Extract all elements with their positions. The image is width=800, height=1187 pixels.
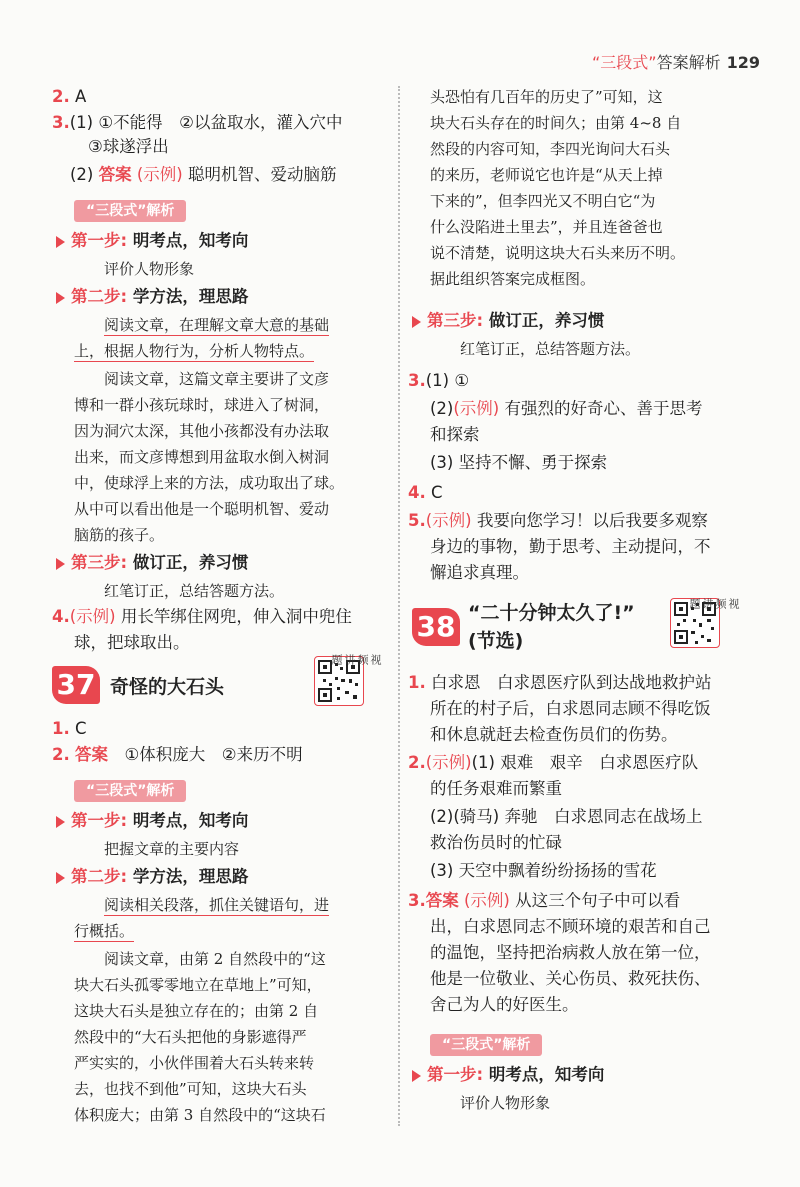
r-q3-part3: (3) 坚持不懈、勇于探索 — [430, 453, 608, 472]
l37-step2-underline-2: 行概括。 — [74, 922, 135, 940]
cont-line: 据此组织答案完成框图。 — [430, 270, 596, 288]
l37-body-line: 去，也找不到他”可知，这块大石头 — [74, 1080, 307, 1098]
step2-underline-2: 上，根据人物行为，分析人物特点。 — [74, 342, 315, 360]
arrow-icon — [412, 316, 421, 328]
l38-q2-line5: (3) 天空中飘着纷纷扬扬的雪花 — [430, 861, 657, 880]
qr-label: 视频讲题 — [688, 598, 740, 609]
cont-line: 块大石头存在的时间久；由第 4~8 自 — [430, 114, 682, 132]
cont-line: 头恐怕有几百年的历史了”可知，这 — [430, 88, 663, 106]
step2-heading: 第二步: 学方法，理思路 — [56, 286, 248, 308]
analysis-pill: “三段式”解析 — [430, 1034, 542, 1056]
r-step3-body: 红笔订正，总结答题方法。 — [460, 340, 641, 358]
arrow-icon — [56, 292, 65, 304]
q3-line2: ③球遂浮出 — [88, 137, 169, 156]
l38-q3-line5: 舍己为人的好医生。 — [430, 995, 579, 1014]
step2-body-line: 阅读文章，这篇文章主要讲了文彦 — [104, 370, 330, 388]
l38-step1-body: 评价人物形象 — [460, 1094, 551, 1112]
lesson-number-badge: 37 — [52, 666, 100, 704]
l38-q3-line3: 的温饱，坚持把治病救人放在第一位， — [430, 943, 711, 962]
cont-line: 说不清楚，说明这块大石头来历不明。 — [430, 244, 686, 262]
step1-heading: 第一步: 明考点，知考向 — [56, 230, 248, 252]
step2-body-line: 博和一群小孩玩球时，球进入了树洞， — [74, 396, 330, 414]
l38-q2-row: 2.(示例)(1) 艰难 艰辛 白求恩医疗队 — [408, 753, 699, 772]
step2-body-line: 中，使球浮上来的方法，成功取出了球。 — [74, 474, 345, 492]
arrow-icon — [56, 558, 65, 570]
cont-line: 的来历，老师说它也许是“从天上掉 — [430, 166, 663, 184]
l37-body-line: 这块大石头是独立存在的；由第 2 自 — [74, 1002, 319, 1020]
step3-body: 红笔订正，总结答题方法。 — [104, 582, 285, 600]
page-number: 129 — [726, 53, 760, 72]
l37-step1-body: 把握文章的主要内容 — [104, 840, 240, 858]
l38-q3-row: 3.答案 (示例) 从这三个句子中可以看 — [408, 891, 681, 910]
l37-body-line: 严实实的，小伙伴围着大石头转来转 — [74, 1054, 315, 1072]
l38-q1-line2: 所在的村子后，白求恩同志顾不得吃饭 — [430, 699, 711, 718]
l38-q3-line4: 他是一位敬业、关心伤员、救死扶伤、 — [430, 969, 711, 988]
l37-step2-heading: 第二步: 学方法，理思路 — [56, 866, 248, 888]
cont-line: 什么没陷进土里去”，并且连爸爸也 — [430, 218, 663, 236]
l37-q1-row: 1. C — [52, 719, 87, 738]
step2-underline-1: 阅读文章，在理解文章大意的基础 — [104, 316, 330, 334]
page-header — [592, 50, 760, 73]
l37-step2-underline-1: 阅读相关段落，抓住关键语句，进 — [104, 896, 330, 914]
step2-body-line: 从中可以看出他是一个聪明机智、爱动 — [74, 500, 330, 518]
l38-q2-line3: (2)(骑马) 奔驰 白求恩同志在战场上 — [430, 807, 703, 826]
analysis-pill: “三段式”解析 — [74, 780, 186, 802]
lesson-subtitle: (节选) — [468, 630, 524, 652]
column-divider — [398, 86, 400, 1126]
arrow-icon — [56, 872, 65, 884]
header-title: 答案解析 — [656, 53, 721, 72]
r-q3-row: 3.(1) ① — [408, 371, 470, 390]
r-q3-part2: (2)(示例) 有强烈的好奇心、善于思考 — [430, 399, 703, 418]
lesson-title: “二十分钟太久了!” — [468, 602, 635, 624]
l37-body-line: 然段中的“大石头把他的身影遮得严 — [74, 1028, 307, 1046]
q4-line2: 球，把球取出。 — [74, 633, 190, 652]
step2-body-line: 因为洞穴太深，其他小孩都没有办法取 — [74, 422, 330, 440]
l37-body-line: 块大石头孤零零地立在草地上”可知， — [74, 976, 322, 994]
step1-body: 评价人物形象 — [104, 260, 195, 278]
l37-q2-row: 2. 答案 ①体积庞大 ②来历不明 — [52, 745, 303, 764]
l38-q2-line2: 的任务艰难而繁重 — [430, 779, 562, 798]
qr-label: 视频讲题 — [330, 654, 382, 665]
step2-body-line: 出来，而文彦博想到用盆取水倒入树洞 — [74, 448, 330, 466]
q3-part2: (2) 答案 (示例) 聪明机智、爱动脑筋 — [70, 165, 337, 184]
l38-q3-line2: 出，白求恩同志不顾环境的艰苦和自己 — [430, 917, 711, 936]
step2-body-line: 脑筋的孩子。 — [74, 526, 165, 544]
lesson-number-badge: 38 — [412, 608, 460, 646]
l37-body-line: 体积庞大；由第 3 自然段中的“这块石 — [74, 1106, 326, 1124]
arrow-icon — [412, 1070, 421, 1082]
step3-heading: 第三步: 做订正，养习惯 — [56, 552, 248, 574]
q2-row: 2. A — [52, 87, 87, 106]
r-q3-part2-line2: 和探索 — [430, 425, 480, 444]
q3-row: 3.(1) ①不能得 ②以盆取水，灌入穴中 — [52, 113, 343, 132]
arrow-icon — [56, 816, 65, 828]
l38-step1-heading: 第一步: 明考点，知考向 — [412, 1064, 604, 1086]
arrow-icon — [56, 236, 65, 248]
header-quote: “三段式” — [591, 53, 657, 72]
l38-q1-line3: 和休息就赶去检查伤员们的伤势。 — [430, 725, 678, 744]
analysis-pill: “三段式”解析 — [74, 200, 186, 222]
lesson-title: 奇怪的大石头 — [110, 676, 225, 698]
cont-line: 下来的”，但李四光又不明白它“为 — [430, 192, 656, 210]
r-step3-heading: 第三步: 做订正，养习惯 — [412, 310, 604, 332]
r-q5-row: 5.(示例) 我要向您学习！以后我要多观察 — [408, 511, 708, 530]
l38-q1-row: 1. 白求恩 白求恩医疗队到达战地救护站 — [408, 673, 712, 692]
r-q4-row: 4. C — [408, 483, 443, 502]
r-q5-line3: 懈追求真理。 — [430, 563, 529, 582]
cont-line: 然段的内容可知，李四光询问大石头 — [430, 140, 671, 158]
l38-q2-line4: 救治伤员时的忙碌 — [430, 833, 562, 852]
l37-step1-heading: 第一步: 明考点，知考向 — [56, 810, 248, 832]
l37-body-line: 阅读文章，由第 2 自然段中的“这 — [104, 950, 326, 968]
q4-row: 4.(示例) 用长竿绑住网兜，伸入洞中兜住 — [52, 607, 352, 626]
r-q5-line2: 身边的事物，勤于思考、主动提问，不 — [430, 537, 711, 556]
